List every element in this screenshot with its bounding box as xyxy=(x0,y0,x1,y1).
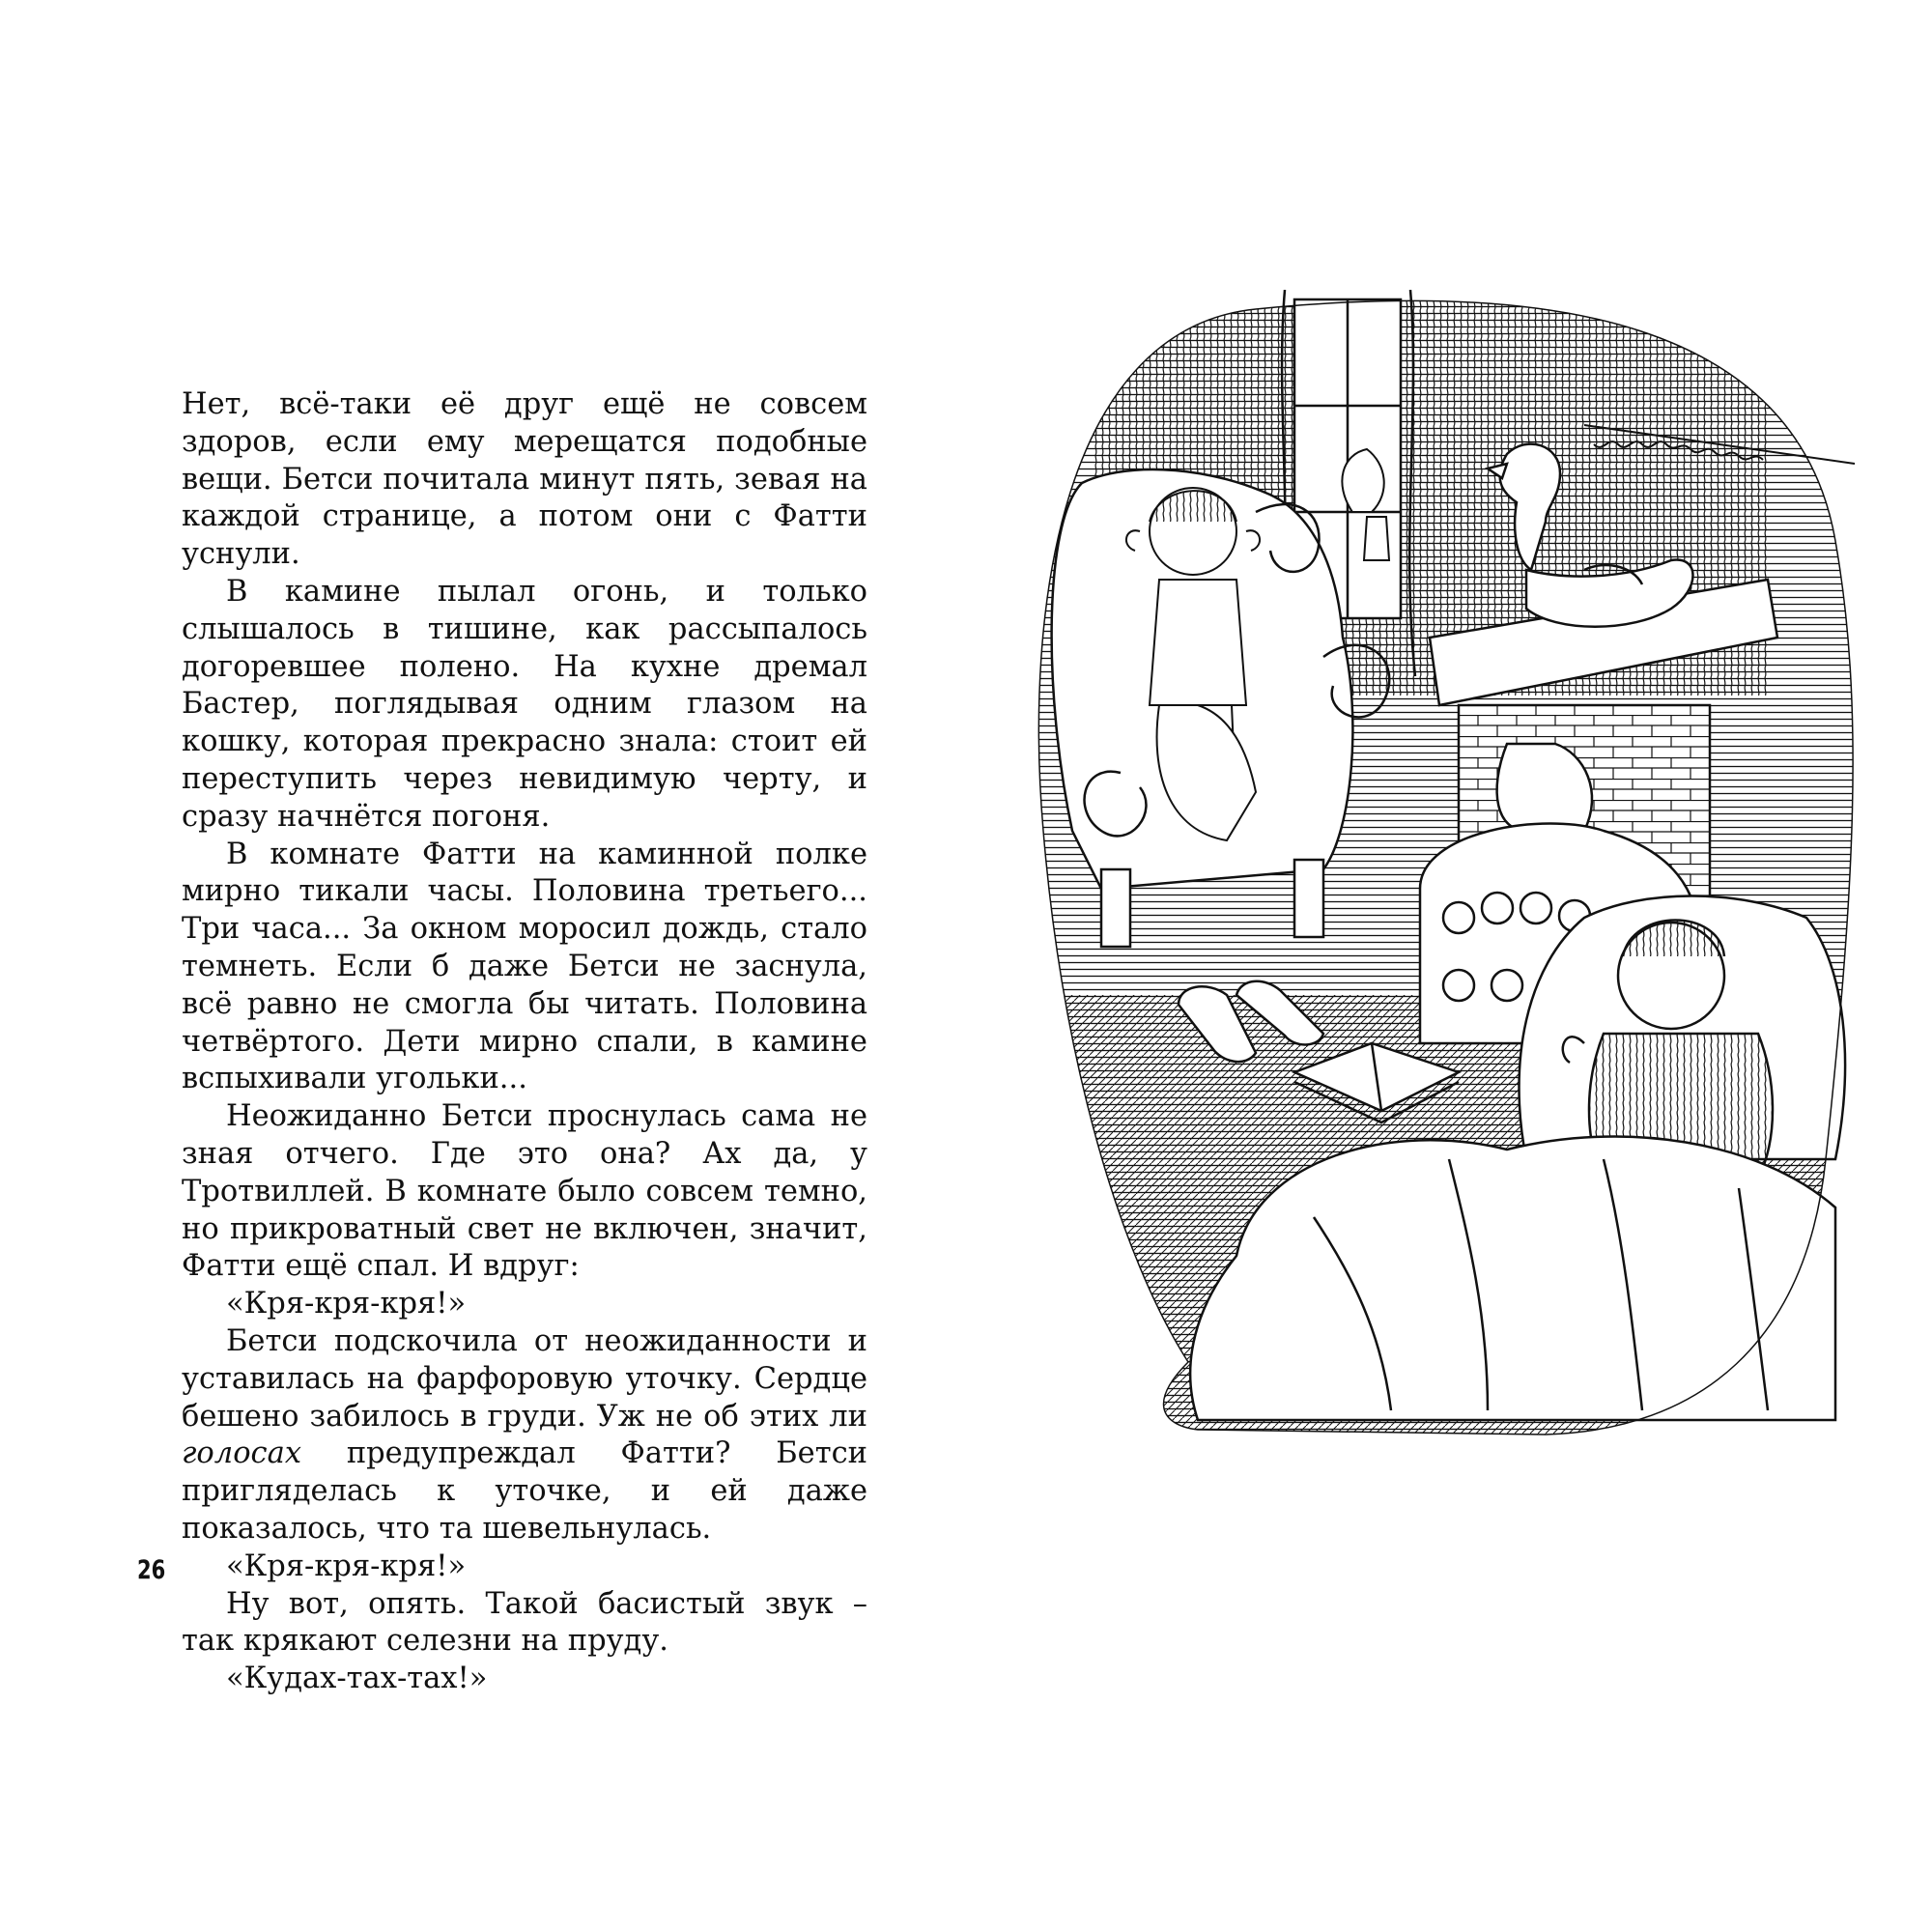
paragraph-5-end: предупреждал Фатти? Бетси пригляделась к уточке, и ей даже показалось, что та шевельнулась. xyxy=(182,1436,867,1546)
paragraph-6: Ну вот, опять. Такой басистый звук – так крякают селезни на пруду. xyxy=(182,1586,867,1659)
paragraph-5-start: Бетси подскочила от неожиданности и уставилась на фарфоровую уточку. Сердце бешено забилось в груди. Уж не об этих ли xyxy=(182,1323,867,1434)
body-text xyxy=(182,386,867,1698)
paragraph-2: В камине пылал огонь, и только слышалось в тишине, как рассыпалось догоревшее полено. На кухне дремал Бастер, поглядывая одним глазом на кошку, которая прекрасно знала: стоит ей переступить через невидимую черту, и сразу начнётся погоня. xyxy=(182,574,867,834)
boy-fatty-in-bed xyxy=(1520,896,1846,1179)
illustration-bedroom-scene xyxy=(1005,290,1864,1449)
page-number: 26 xyxy=(137,1555,166,1585)
paragraph-3: В комнате Фатти на каминной полке мирно тикали часы. Половина третьего... Три часа... За окном моросил дождь, стало темнеть. Если б даже Бетси не заснула, всё равно не смогла бы читать. Половина четвёртого. Дети мирно спали, в камине вспыхивали угольки... xyxy=(182,837,867,1096)
italic-voices: голосах xyxy=(182,1436,302,1471)
quote-quack-2: «Кря-кря-кря!» xyxy=(226,1548,467,1583)
quote-cluck: «Кудах-тах-тах!» xyxy=(226,1662,488,1696)
paragraph-4: Неожиданно Бетси проснулась сама не зная отчего. Где это она? Ах да, у Тротвиллей. В комнате было совсем темно, но прикроватный свет не включен, значит, Фатти ещё спал. И вдруг: xyxy=(182,1099,867,1284)
paragraph-5 xyxy=(182,1323,867,1548)
paragraph-1: Нет, всё-таки её друг ещё не совсем здоров, если ему мерещатся подобные вещи. Бетси почитала минут пять, зевая на каждой странице, а потом они с Фатти уснули. xyxy=(182,387,867,572)
quote-quack-1: «Кря-кря-кря!» xyxy=(226,1287,467,1321)
